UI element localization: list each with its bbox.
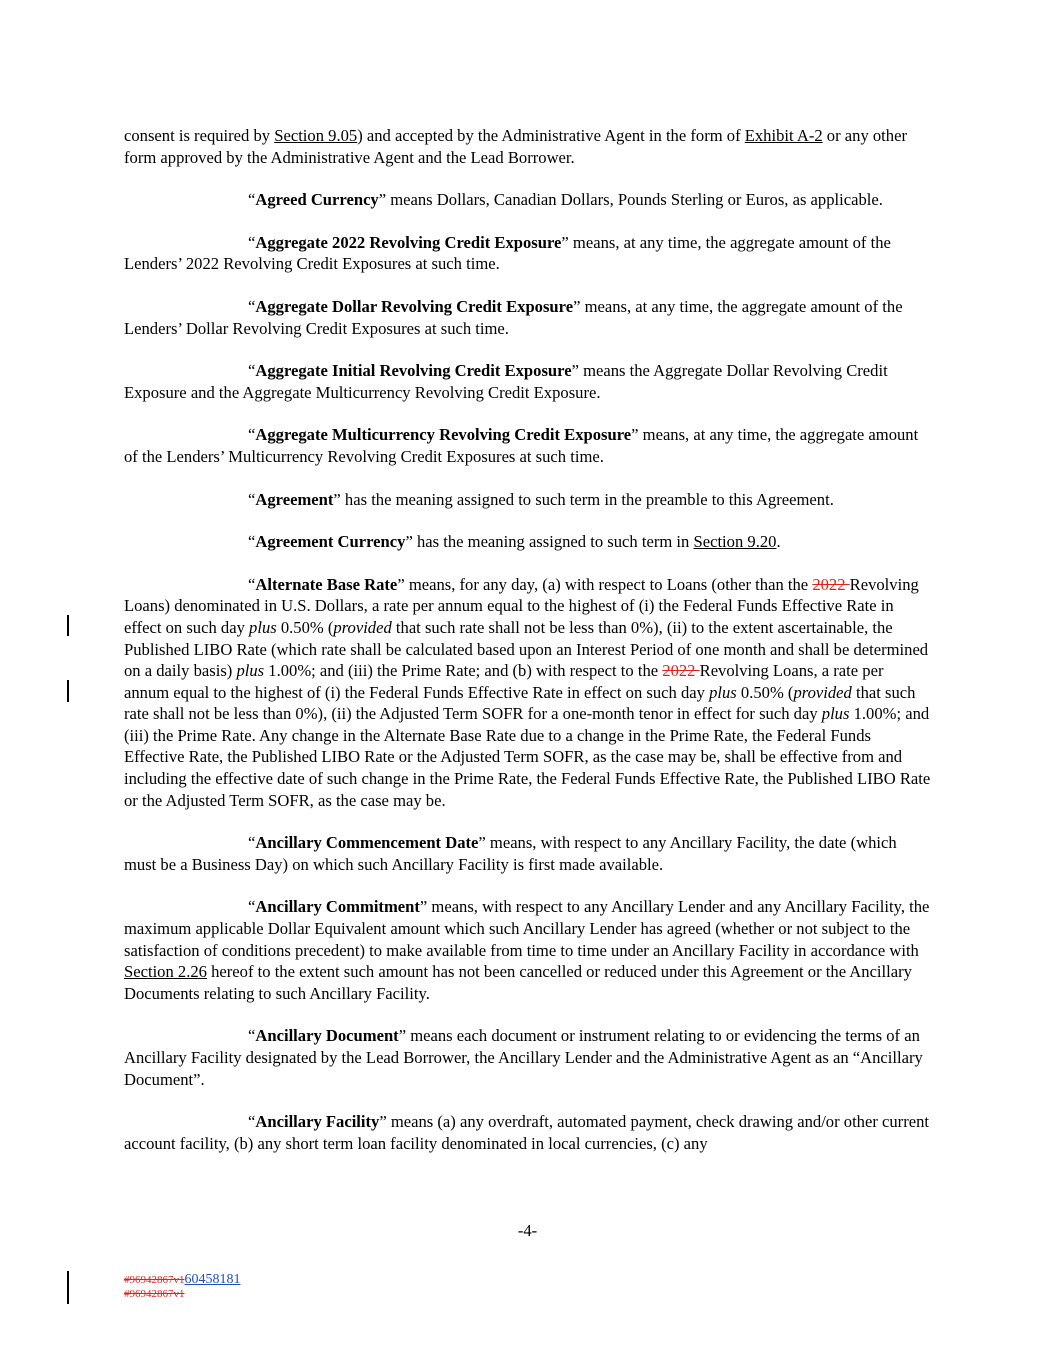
page-number: -4-	[517, 1221, 538, 1240]
exhibit-link[interactable]: Exhibit A-2	[744, 126, 823, 145]
defined-term: Ancillary Commencement Date	[255, 833, 479, 853]
section-link[interactable]: Section 9.20	[693, 532, 777, 552]
definition-ancillary-document: “Ancillary Document” means each document or instrument relating to or evidencing the terms of an Ancillary Facility designated by the Lead Borrower, the Ancillary Lender and the Administrative Agent as an “Ancillary Document”.	[124, 1026, 923, 1089]
inserted-doc-id: 60458181	[184, 1272, 241, 1287]
document-footer-id	[124, 1273, 241, 1301]
defined-term: Agreement Currency	[255, 532, 406, 552]
defined-term: Aggregate 2022 Revolving Credit Exposure	[255, 232, 562, 252]
defined-term: Agreement	[255, 489, 334, 509]
definition-alternate-base-rate: “Alternate Base Rate” means, for any day, (a) with respect to Loans (other than the 2022 Revolving Loans) denominated in U.S. Dollars, a rate per annum equal to the highest of (i) the Federal Funds Effective Rate in effect on such day plus 0.50% (provided that such rate shall not be less than 0%), (ii) to the extent ascertainable, the Published LIBO Rate (which rate shall be calculated based upon an Interest Period of one month and shall be determined on a daily basis) plus 1.00%; and (iii) the Prime Rate; and (b) with respect to the 2022 Revolving Loans, a rate per annum equal to the highest of (i) the Federal Funds Effective Rate in effect on such day plus 0.50% (provided that such rate shall not be less than 0%), (ii) the Adjusted Term SOFR for a one-month tenor in effect for such day plus 1.00%; and (iii) the Prime Rate. Any change in the Alternate Base Rate due to a change in the Prime Rate, the Federal Funds Effective Rate, the Published LIBO Rate or the Adjusted Term SOFR, as the case may be, shall be effective from and including the effective date of such change in the Prime Rate, the Federal Funds Effective Rate, the Published LIBO Rate or the Adjusted Term SOFR, as the case may be.	[124, 574, 931, 810]
section-link[interactable]: Section 9.05	[274, 126, 358, 145]
definition-agreement: “Agreement” has the meaning assigned to such term in the preamble to this Agreement.	[248, 489, 834, 509]
definition-ancillary-commencement-date: “Ancillary Commencement Date” means, with respect to any Ancillary Facility, the date (which must be a Business Day) on which such Ancillary Facility is first made available.	[124, 833, 897, 874]
defined-term: Aggregate Dollar Revolving Credit Exposure	[255, 296, 574, 316]
definition-aggregate-2022: “Aggregate 2022 Revolving Credit Exposure” means, at any time, the aggregate amount of the Lenders’ 2022 Revolving Credit Exposures at such time.	[124, 232, 891, 274]
section-link[interactable]: Section 2.26	[124, 962, 207, 982]
defined-term: Aggregate Multicurrency Revolving Credit Exposure	[255, 425, 632, 445]
definition-agreement-currency: “Agreement Currency” has the meaning assigned to such term in Section 9.20.	[248, 532, 781, 552]
defined-term: Agreed Currency	[255, 190, 379, 210]
defined-term: Ancillary Commitment	[255, 897, 420, 917]
deleted-doc-id: #96942867v1	[124, 1274, 185, 1286]
definition-agreed-currency: “Agreed Currency” means Dollars, Canadian Dollars, Pounds Sterling or Euros, as applicable.	[248, 190, 883, 210]
definition-ancillary-facility: “Ancillary Facility” means (a) any overdraft, automated payment, check drawing and/or other current account facility, (b) any short term loan facility denominated in local currencies, (c) any	[124, 1112, 930, 1153]
definition-aggregate-multicurrency: “Aggregate Multicurrency Revolving Credit Exposure” means, at any time, the aggregate amount of the Lenders’ Multicurrency Revolving Credit Exposures at such time.	[124, 425, 919, 466]
deleted-text: 2022	[662, 661, 700, 681]
defined-term: Aggregate Initial Revolving Credit Exposure	[255, 361, 572, 381]
deleted-text: 2022	[812, 574, 850, 594]
definition-aggregate-initial: “Aggregate Initial Revolving Credit Exposure” means the Aggregate Dollar Revolving Credit Exposure and the Aggregate Multicurrency Revolving Credit Exposure.	[124, 361, 888, 402]
change-bar	[67, 615, 69, 636]
paragraph-continuation: consent is required by Section 9.05) and accepted by the Administrative Agent in the form of Exhibit A-2 or any other form approved by the Administrative Agent and the Lead Borrower.	[124, 126, 907, 167]
change-bar	[67, 1271, 69, 1304]
document-body	[124, 125, 932, 1175]
deleted-doc-id: #96942867v1	[124, 1288, 185, 1300]
defined-term: Alternate Base Rate	[255, 574, 398, 594]
defined-term: Ancillary Facility	[255, 1112, 380, 1132]
change-bar	[67, 680, 69, 702]
defined-term: Ancillary Document	[255, 1026, 399, 1046]
definition-ancillary-commitment: “Ancillary Commitment” means, with respect to any Ancillary Lender and any Ancillary Facility, the maximum applicable Dollar Equivalent amount which such Ancillary Lender has agreed (whether or not subject to the satisfaction of conditions precedent) to make available from time to time under an Ancillary Facility in accordance with Section 2.26 hereof to the extent such amount has not been cancelled or reduced under this Agreement or the Ancillary Documents relating to such Ancillary Facility.	[124, 897, 930, 1003]
definition-aggregate-dollar: “Aggregate Dollar Revolving Credit Exposure” means, at any time, the aggregate amount of the Lenders’ Dollar Revolving Credit Exposures at such time.	[124, 296, 903, 338]
